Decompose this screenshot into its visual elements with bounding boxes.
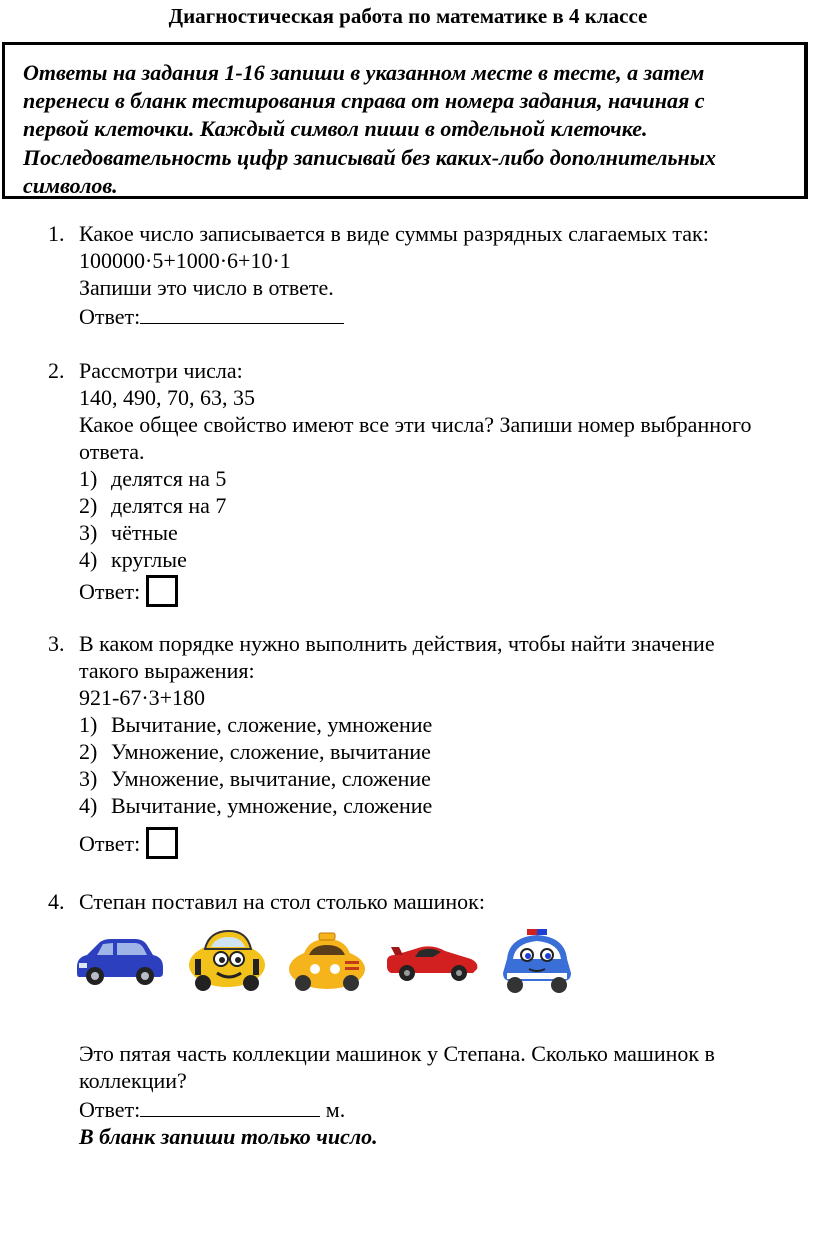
question-body xyxy=(79,630,816,859)
yellow-cartoon-car-icon xyxy=(185,925,269,995)
option-3: 3) Умножение, вычитание, сложение xyxy=(79,766,431,791)
question-body xyxy=(79,220,816,330)
question-body xyxy=(79,1040,816,1150)
question-number: 2. xyxy=(48,358,65,383)
note-text: В бланк запиши только число. xyxy=(79,1124,378,1149)
option-4: 4) Вычитание, умножение, сложение xyxy=(79,793,433,818)
instructions-line: символов. xyxy=(23,172,118,198)
instructions-text xyxy=(23,59,793,200)
answer-blank[interactable] xyxy=(140,301,344,324)
blue-car-icon xyxy=(73,933,165,987)
answer-label: Ответ: xyxy=(79,579,141,604)
answer-label: Ответ: xyxy=(79,831,141,856)
cars-row xyxy=(73,925,593,1005)
option-3: 3) чётные xyxy=(79,520,178,545)
instructions-line: перенеси в бланк тестирования справа от номера задания, начиная с xyxy=(23,88,705,114)
option-4: 4) круглые xyxy=(79,547,187,572)
answer-row xyxy=(79,301,816,330)
question-prompt: Запиши это число в ответе. xyxy=(79,275,334,300)
question-body xyxy=(79,888,816,915)
question-text: Какое число записывается в виде суммы разрядных слагаемых так: xyxy=(79,221,709,246)
question-number: 3. xyxy=(48,631,65,656)
question-body xyxy=(79,357,816,607)
question-text: Какое общее свойство имеют все эти числа? Запиши номер выбранного xyxy=(79,412,752,437)
question-text: Степан поставил на стол столько машинок: xyxy=(79,889,485,914)
answer-row xyxy=(79,575,816,607)
option-2: 2) Умножение, сложение, вычитание xyxy=(79,739,431,764)
instructions-line: Ответы на задания 1-16 запиши в указанном месте в тесте, а затем xyxy=(23,60,705,85)
answer-blank[interactable] xyxy=(140,1094,320,1117)
option-1: 1) Вычитание, сложение, умножение xyxy=(79,712,433,737)
instructions-box xyxy=(2,42,808,199)
question-text: такого выражения: xyxy=(79,658,255,683)
answer-box[interactable] xyxy=(146,827,178,859)
expression: 921-67·3+180 xyxy=(79,685,206,710)
option-1: 1) делятся на 5 xyxy=(79,466,227,491)
answer-box[interactable] xyxy=(146,575,178,607)
question-text: Рассмотри числа: xyxy=(79,358,243,383)
page-title: Диагностическая работа по математике в 4 классе xyxy=(168,4,648,28)
answer-label: Ответ: xyxy=(79,1097,141,1122)
question-number: 4. xyxy=(48,889,65,914)
question-text: Это пятая часть коллекции машинок у Степана. Сколько машинок в xyxy=(79,1041,715,1066)
answer-unit: м. xyxy=(325,1097,346,1122)
question-text: ответа. xyxy=(79,439,145,464)
answer-label: Ответ: xyxy=(79,304,141,329)
question-text: коллекции? xyxy=(79,1068,187,1093)
instructions-line: первой клеточки. Каждый символ пиши в отдельной клеточке. xyxy=(23,116,648,142)
numbers-list: 140, 490, 70, 63, 35 xyxy=(79,385,255,410)
answer-row xyxy=(79,1094,816,1123)
police-car-icon xyxy=(497,929,577,995)
question-number: 1. xyxy=(48,221,65,246)
red-sports-car-icon xyxy=(385,937,481,987)
instructions-line: Последовательность цифр записывай без каких-либо дополнительных xyxy=(23,144,716,170)
yellow-taxi-icon xyxy=(285,931,369,993)
answer-row xyxy=(79,827,816,859)
expression: 100000·5+1000·6+10·1 xyxy=(79,248,291,273)
option-2: 2) делятся на 7 xyxy=(79,493,227,518)
question-text: В каком порядке нужно выполнить действия, чтобы найти значение xyxy=(79,631,715,656)
